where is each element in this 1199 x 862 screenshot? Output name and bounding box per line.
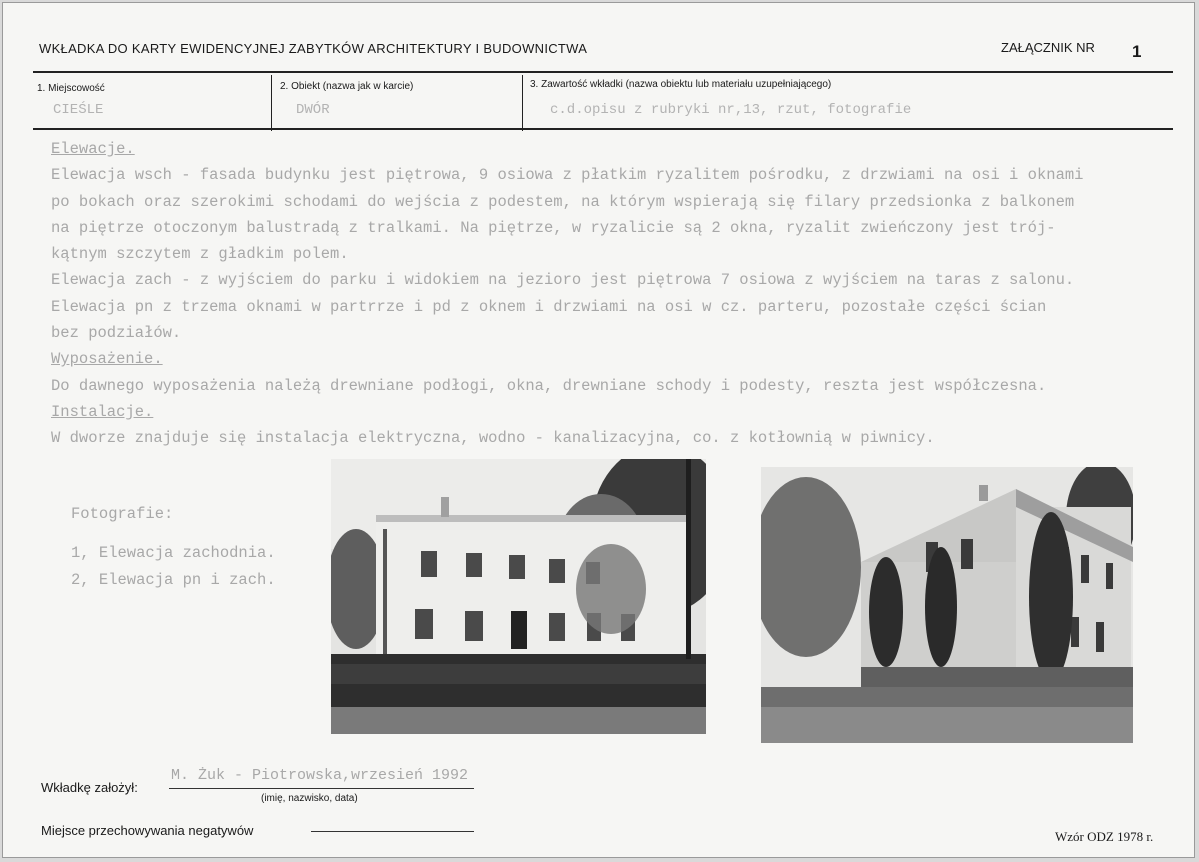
storage-label: Miejsce przechowywania negatywów [41, 823, 254, 838]
attachment-number: 1 [1132, 42, 1142, 61]
storage-line [311, 831, 474, 832]
description-line: Do dawnego wyposażenia należą drewniane podłogi, okna, drewniane schody i podesty, reszta jest współczesna. [51, 376, 1047, 395]
field-divider-1 [271, 75, 272, 131]
photos-caption-title: Fotografie: [71, 505, 174, 523]
author-hint: (imię, nazwisko, data) [261, 793, 358, 804]
field-divider-2 [522, 75, 523, 131]
template-note: Wzór ODZ 1978 r. [1055, 829, 1154, 844]
photo-north-west-elevation [761, 467, 1133, 743]
author-line [169, 788, 474, 789]
author-label: Wkładkę założył: [41, 780, 138, 795]
photo-caption-1: 1, Elewacja zachodnia. [71, 544, 276, 562]
description-line: Elewacja zach - z wyjściem do parku i widokiem na jezioro jest piętrowa 7 osiowa z wyjściem na taras z salonu. [51, 271, 1075, 290]
section-heading: Wyposażenie. [51, 350, 163, 369]
description-line: na piętrze otoczonym balustradą z tralkami. Na piętrze, w ryzalicie są 2 okna, ryzalit zwieńczony jest trój- [51, 218, 1056, 237]
form-title: WKŁADKA DO KARTY EWIDENCYJNEJ ZABYTKÓW ARCHITEKTURY I BUDOWNICTWA [39, 41, 588, 56]
content-value: c.d.opisu z rubryki nr,13, rzut, fotografie [550, 102, 912, 118]
description-line: Elewacja pn z trzema oknami w partrrze i pd z oknem i drzwiami na osi w cz. parteru, pozostałe części ścian [51, 297, 1047, 316]
section-heading: Elewacje. [51, 140, 135, 158]
header-rule-top [33, 71, 1173, 73]
description-line: kątnym szczytem z gładkim polem. [51, 245, 349, 264]
photo-caption-2: 2, Elewacja pn i zach. [71, 571, 276, 589]
header-rule-bottom [33, 128, 1173, 130]
record-card [2, 2, 1195, 858]
description-line: W dworze znajduje się instalacja elektryczna, wodno - kanalizacyjna, co. z kotłownią w piwnicy. [51, 429, 935, 448]
content-label: 3. Zawartość wkładki (nazwa obiektu lub materiału uzupełniającego) [530, 79, 832, 90]
locality-value: CIEŚLE [53, 102, 104, 118]
description-line: bez podziałów. [51, 324, 182, 343]
locality-label: 1. Miejscowość [37, 83, 105, 94]
author-value: M. Żuk - Piotrowska,wrzesień 1992 [171, 767, 469, 784]
description-body [51, 140, 1083, 456]
object-value: DWÓR [296, 102, 330, 118]
section-heading: Instalacje. [51, 402, 154, 421]
attachment-label: ZAŁĄCZNIK NR [1001, 40, 1095, 55]
description-line: Elewacja wsch - fasada budynku jest piętrowa, 9 osiowa z płatkim ryzalitem pośrodku, z drzwiami na osi i oknami [51, 166, 1084, 185]
photo-west-elevation [331, 459, 706, 734]
description-line: po bokach oraz szerokimi schodami do wejścia z podestem, na którym wspierają się filary przedsionka z balkonem [51, 192, 1075, 211]
object-label: 2. Obiekt (nazwa jak w karcie) [280, 81, 414, 92]
